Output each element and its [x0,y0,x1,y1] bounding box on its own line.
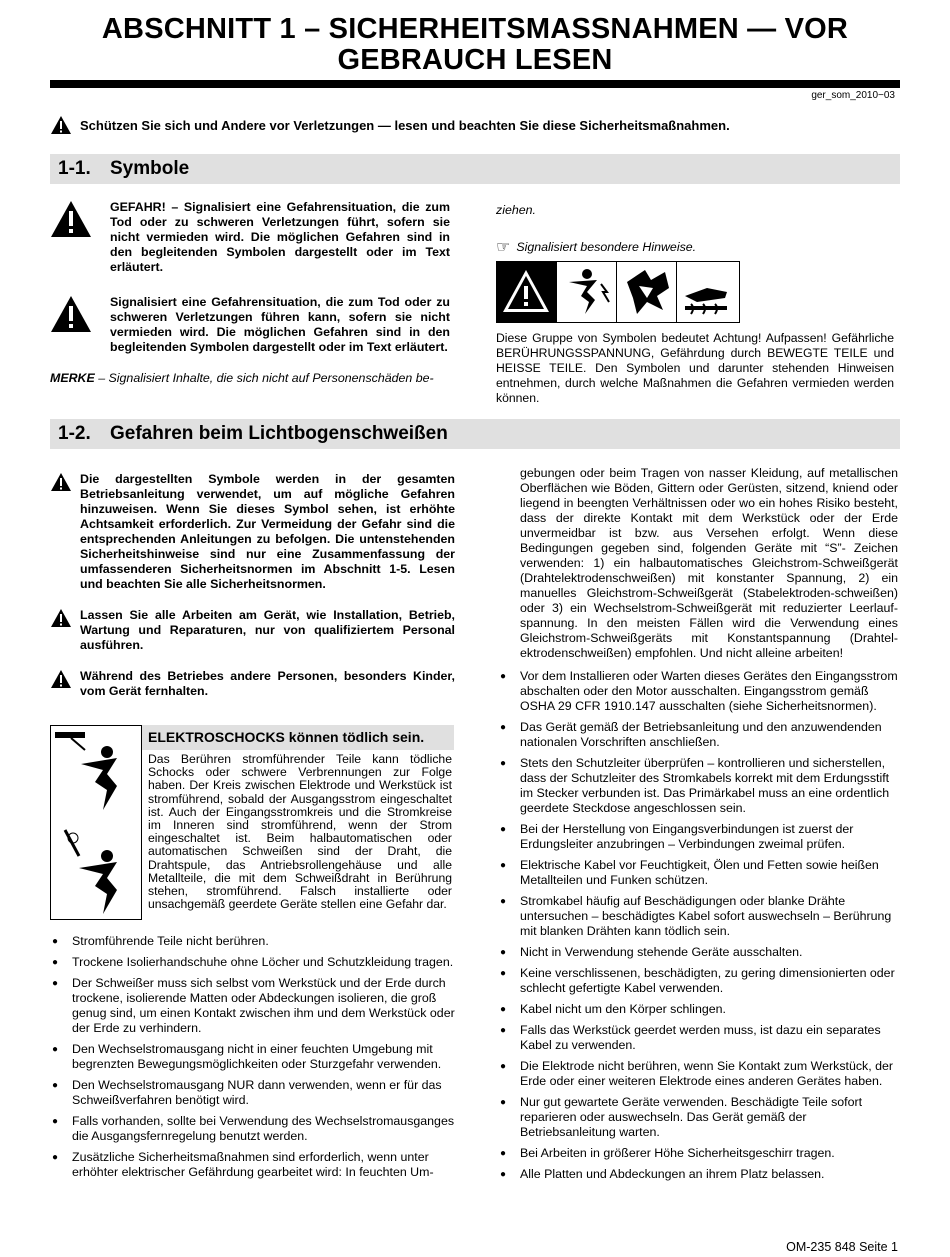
general-warning-3 [50,669,455,699]
shock-bullets-right [498,669,898,1182]
hazard-symbol-strip [496,261,740,323]
hint-text: Signalisiert besondere Hinweise. [516,240,697,254]
warning-text: Lassen Sie alle Arbeiten am Gerät, wie Installation, Betrieb, Wartung und Reparaturen, nur von qualifiziertem Personal ausführen. [80,608,455,652]
warning-triangle-icon [50,115,72,135]
warning-triangle-icon [50,472,72,492]
warning-text: Die dargestellten Symbole werden in der gesamten Betriebsanleitung verwendet, um auf mögliche Gefahren hinzuweisen. Wenn Sie dieses Symbol sehen, ist erhöhte Achtsamkeit erforderlich. Zur Vermeidung der Gefahr sind die entsprechenden Anleitungen zu befolgen. Die untenstehenden Sicherheitshinweise sind nur eine Zusammenfassung der umfassenderen Sicherheitsnormen im Abschnitt 1-5. Lesen und beachten Sie alle Sicherheitsnormen. [80,472,455,591]
section-number: 1-1. [58,158,91,179]
title-line-1: ABSCHNITT 1 – SICHERHEITSMASSNAHMEN — VOR [101,13,849,45]
note-block [50,371,450,386]
warning-triangle-icon [50,669,72,689]
list-item: ● Keine verschlissenen, beschädigten, zu gering dimensionierten oder schlecht gefertigte Kabel verwenden. [498,966,898,996]
danger-text: GEFAHR! – Signalisiert eine Gefahrensituation, die zum Tod oder zu schweren Verletzungen führt, sofern sie nicht vermieden wird. Die möglichen Gefahren sind in den begleitenden Symbolen dargestellt oder im Text erläutert. [110,200,450,274]
shock-bullets-left [50,934,455,1180]
list-item: ● Bei der Herstellung von Eingangsverbindungen ist zuerst der Erdungsleiter anzubringen – Verbindungen zweimal prüfen. [498,822,898,852]
symbols-left-column [50,200,450,386]
warning-block [50,295,450,355]
section-number: 1-2. [58,423,91,444]
list-item: ● Bei Arbeiten in größerer Höhe Sicherheitsgeschirr tragen. [498,1146,898,1161]
hazards-right-column [498,466,898,1188]
electric-shock-block [50,725,455,920]
list-item: ● Den Wechselstromausgang nicht in einer feuchten Umgebung mit begrenzten Bewegungsmöglichkeiten oder Sturzgefahr verwenden. [50,1042,455,1072]
list-item: ● Elektrische Kabel vor Feuchtigkeit, Ölen und Fetten sowie heißen Metallteilen und Funken schützen. [498,858,898,888]
general-warning-1 [50,472,455,592]
list-item: ● Trockene Isolierhandschuhe ohne Löcher und Schutzkleidung tragen. [50,955,455,970]
list-item: ● Falls vorhanden, sollte bei Verwendung des Wechselstromausganges die Ausgangsfernregelung benutzt werden. [50,1114,455,1144]
shock-text: Das Berühren stromführender Teile kann tödliche Schocks oder schwere Verbrennungen zur Folge haben. Der Kreis zwischen Elektrode und Werkstück ist stromführend, sobald der Ausgangsstrom eingeschaltet ist. Auch der Eingangsstromkreis und die Stromkreise im Inneren sind stromführend, wenn der Strom eingeschaltet ist. Beim halbautomatischen oder automatischen Schweißen sind der Draht, die Drahtspule, das Antriebsrollengehäuse und alle Metallteile, die mit dem Schweißdraht in Berührung stehen, stromführend. Falsch installierte oder unsachgemäß geerdete Geräte stellen eine Gefahr dar. [148,752,452,912]
list-item: ● Stromführende Teile nicht berühren. [50,934,455,949]
bullet-continuation: gebungen oder beim Tragen von nasser Kleidung, auf metallischen Oberflächen wie Böden, Gittern oder Gerüsten, sitzend, kniend oder liegend in beengten Verhältnissen oder wo ein hohes Risiko besteht, dass der direkte Kontakt mit dem Werkstück oder der Erde unvermeidbar ist bzw. aus Versehen erfolgt. Wenn diese Bedingungen gegeben sind, folgenden Geräte mit “S”- Zeichen verwenden: 1) ein halbautomatisches Gleichstrom-Schweißgerät (Drahtelektrodenschweißen) mit konstanter Spannung, 2) ein manuelles Gleichstrom-Schweißgerät (Stabelektroden-schweißen) oder 3) ein Wechselstrom-Schweißgerät mit reduzierter Leerlauf- spannung. In den meisten Fällen wird die Verwendung eines Gleichstrom-Schweißgeräts mit Konstantspannung (Drahtel- ektrodenschweißen) empfohlen. Und nicht alleine arbeiten! [520,466,898,660]
warning-text: Signalisiert eine Gefahrensituation, die zum Tod oder zu schweren Verletzungen führen kann, sofern sie nicht vermieden wird. Die möglichen Gefahren sind in den begleitenden Symbolen dargestellt oder im Text erläutert. [110,295,450,354]
list-item: ● Alle Platten und Abdeckungen an ihrem Platz belassen. [498,1167,898,1182]
list-item: ● Zusätzliche Sicherheitsmaßnahmen sind erforderlich, wenn unter erhöhter elektrischer Gefährdung gearbeitet wird: In feuchten Um- [50,1150,455,1180]
symbols-right-column [496,203,900,406]
electrode-shock-icon [51,726,141,822]
note-label: MERKE [50,371,95,385]
title-line-2: GEBRAUCH LESEN [337,44,613,76]
danger-block [50,200,450,275]
list-item: ● Die Elektrode nicht berühren, wenn Sie Kontakt zum Werkstück, der Erde oder einer weiteren Elektrode eines anderen Gerätes haben. [498,1059,898,1089]
title-rule [50,80,900,88]
list-item: ● Kabel nicht um den Körper schlingen. [498,1002,898,1017]
doc-id: ger_som_2010−03 [811,90,895,101]
list-item: ● Stets den Schutzleiter überprüfen – kontrollieren und sicherstellen, dass der Schutzleiter des Stromkabels korrekt mit dem Erdungsstift im Stecker verbunden ist. Das Primärkabel muss an eine ordentlich geerdete Steckdose angeschlossen sein. [498,756,898,816]
list-item: ● Der Schweißer muss sich selbst vom Werkstück und der Erde durch trockene, isolierende Matten oder Abdeckungen isolieren, die groß genug sind, um einen Kontakt zwischen ihm und dem Werkstück oder der Erde zu verhindern. [50,976,455,1036]
hint-block [496,240,900,255]
danger-triangle-icon [50,200,92,238]
intro-line [50,115,900,135]
list-item: ● Vor dem Installieren oder Warten dieses Gerätes den Eingangsstrom abschalten oder den Motor ausschalten. Eingangsstrom gemäß OSHA 29 CFR 1910.147 ausschalten (siehe Sicherheitsnormen). [498,669,898,714]
list-item: ● Stromkabel häufig auf Beschädigungen oder blanke Drähte untersuchen – beschädigtes Kabel sofort auswechseln – Berührung mit blanken Drähten kann tödlich sein. [498,894,898,939]
pointing-hand-icon: ☞ [496,239,511,256]
warning-triangle-icon [50,295,92,333]
intro-text: Schützen Sie sich und Andere vor Verletzungen — lesen und beachten Sie diese Sicherheitsmaßnahmen. [80,117,730,133]
general-warning-2 [50,608,455,653]
page-title [50,14,900,76]
warning-text: Während des Betriebes andere Personen, besonders Kinder, vom Gerät fernhalten. [80,669,455,698]
section-title: Gefahren beim Lichtbogenschweißen [110,423,448,444]
wire-feed-shock-icon [51,826,141,922]
list-item: ● Nur gut gewartete Geräte verwenden. Beschädigte Teile sofort reparieren oder auswechseln. Das Gerät gemäß der Betriebsanleitung warten. [498,1095,898,1140]
attention-symbol-icon [497,262,557,322]
symbol-group-text: Diese Gruppe von Symbolen bedeutet Achtung! Aufpassen! Gefährliche BERÜHRUNGSSPANNUNG, Gefährdung durch BEWEGTE TEILE und HEISSE TEILE. Den Symbolen und darunter stehenden Hinweisen entnehmen, durch welche Maßnahmen die Gefahren vermieden werden können. [496,331,894,405]
list-item: ● Das Gerät gemäß der Betriebsanleitung und den anzuwendenden nationalen Vorschriften anschließen. [498,720,898,750]
section-header-lichtbogen [50,419,900,449]
shock-content [142,725,454,920]
list-item: ● Falls das Werkstück geerdet werden muss, ist dazu ein separates Kabel zu verwenden. [498,1023,898,1053]
hot-parts-symbol-icon [677,262,737,322]
page-footer: OM-235 848 Seite 1 [786,1240,898,1254]
moving-parts-symbol-icon [617,262,677,322]
section-header-symbole [50,154,900,184]
section-title: Symbole [110,158,190,179]
shock-icon-panel [50,725,142,920]
hazards-left-column [50,472,455,1186]
note-text: – Signalisiert Inhalte, die sich nicht auf Personenschäden be- [94,371,434,385]
list-item: ● Nicht in Verwendung stehende Geräte ausschalten. [498,945,898,960]
shock-heading: ELEKTROSCHOCKS können tödlich sein. [142,725,454,750]
note-continuation: ziehen. [496,203,536,217]
electric-shock-symbol-icon [557,262,617,322]
warning-triangle-icon [50,608,72,628]
list-item: ● Den Wechselstromausgang NUR dann verwenden, wenn er für das Schweißverfahren benötigt wird. [50,1078,455,1108]
